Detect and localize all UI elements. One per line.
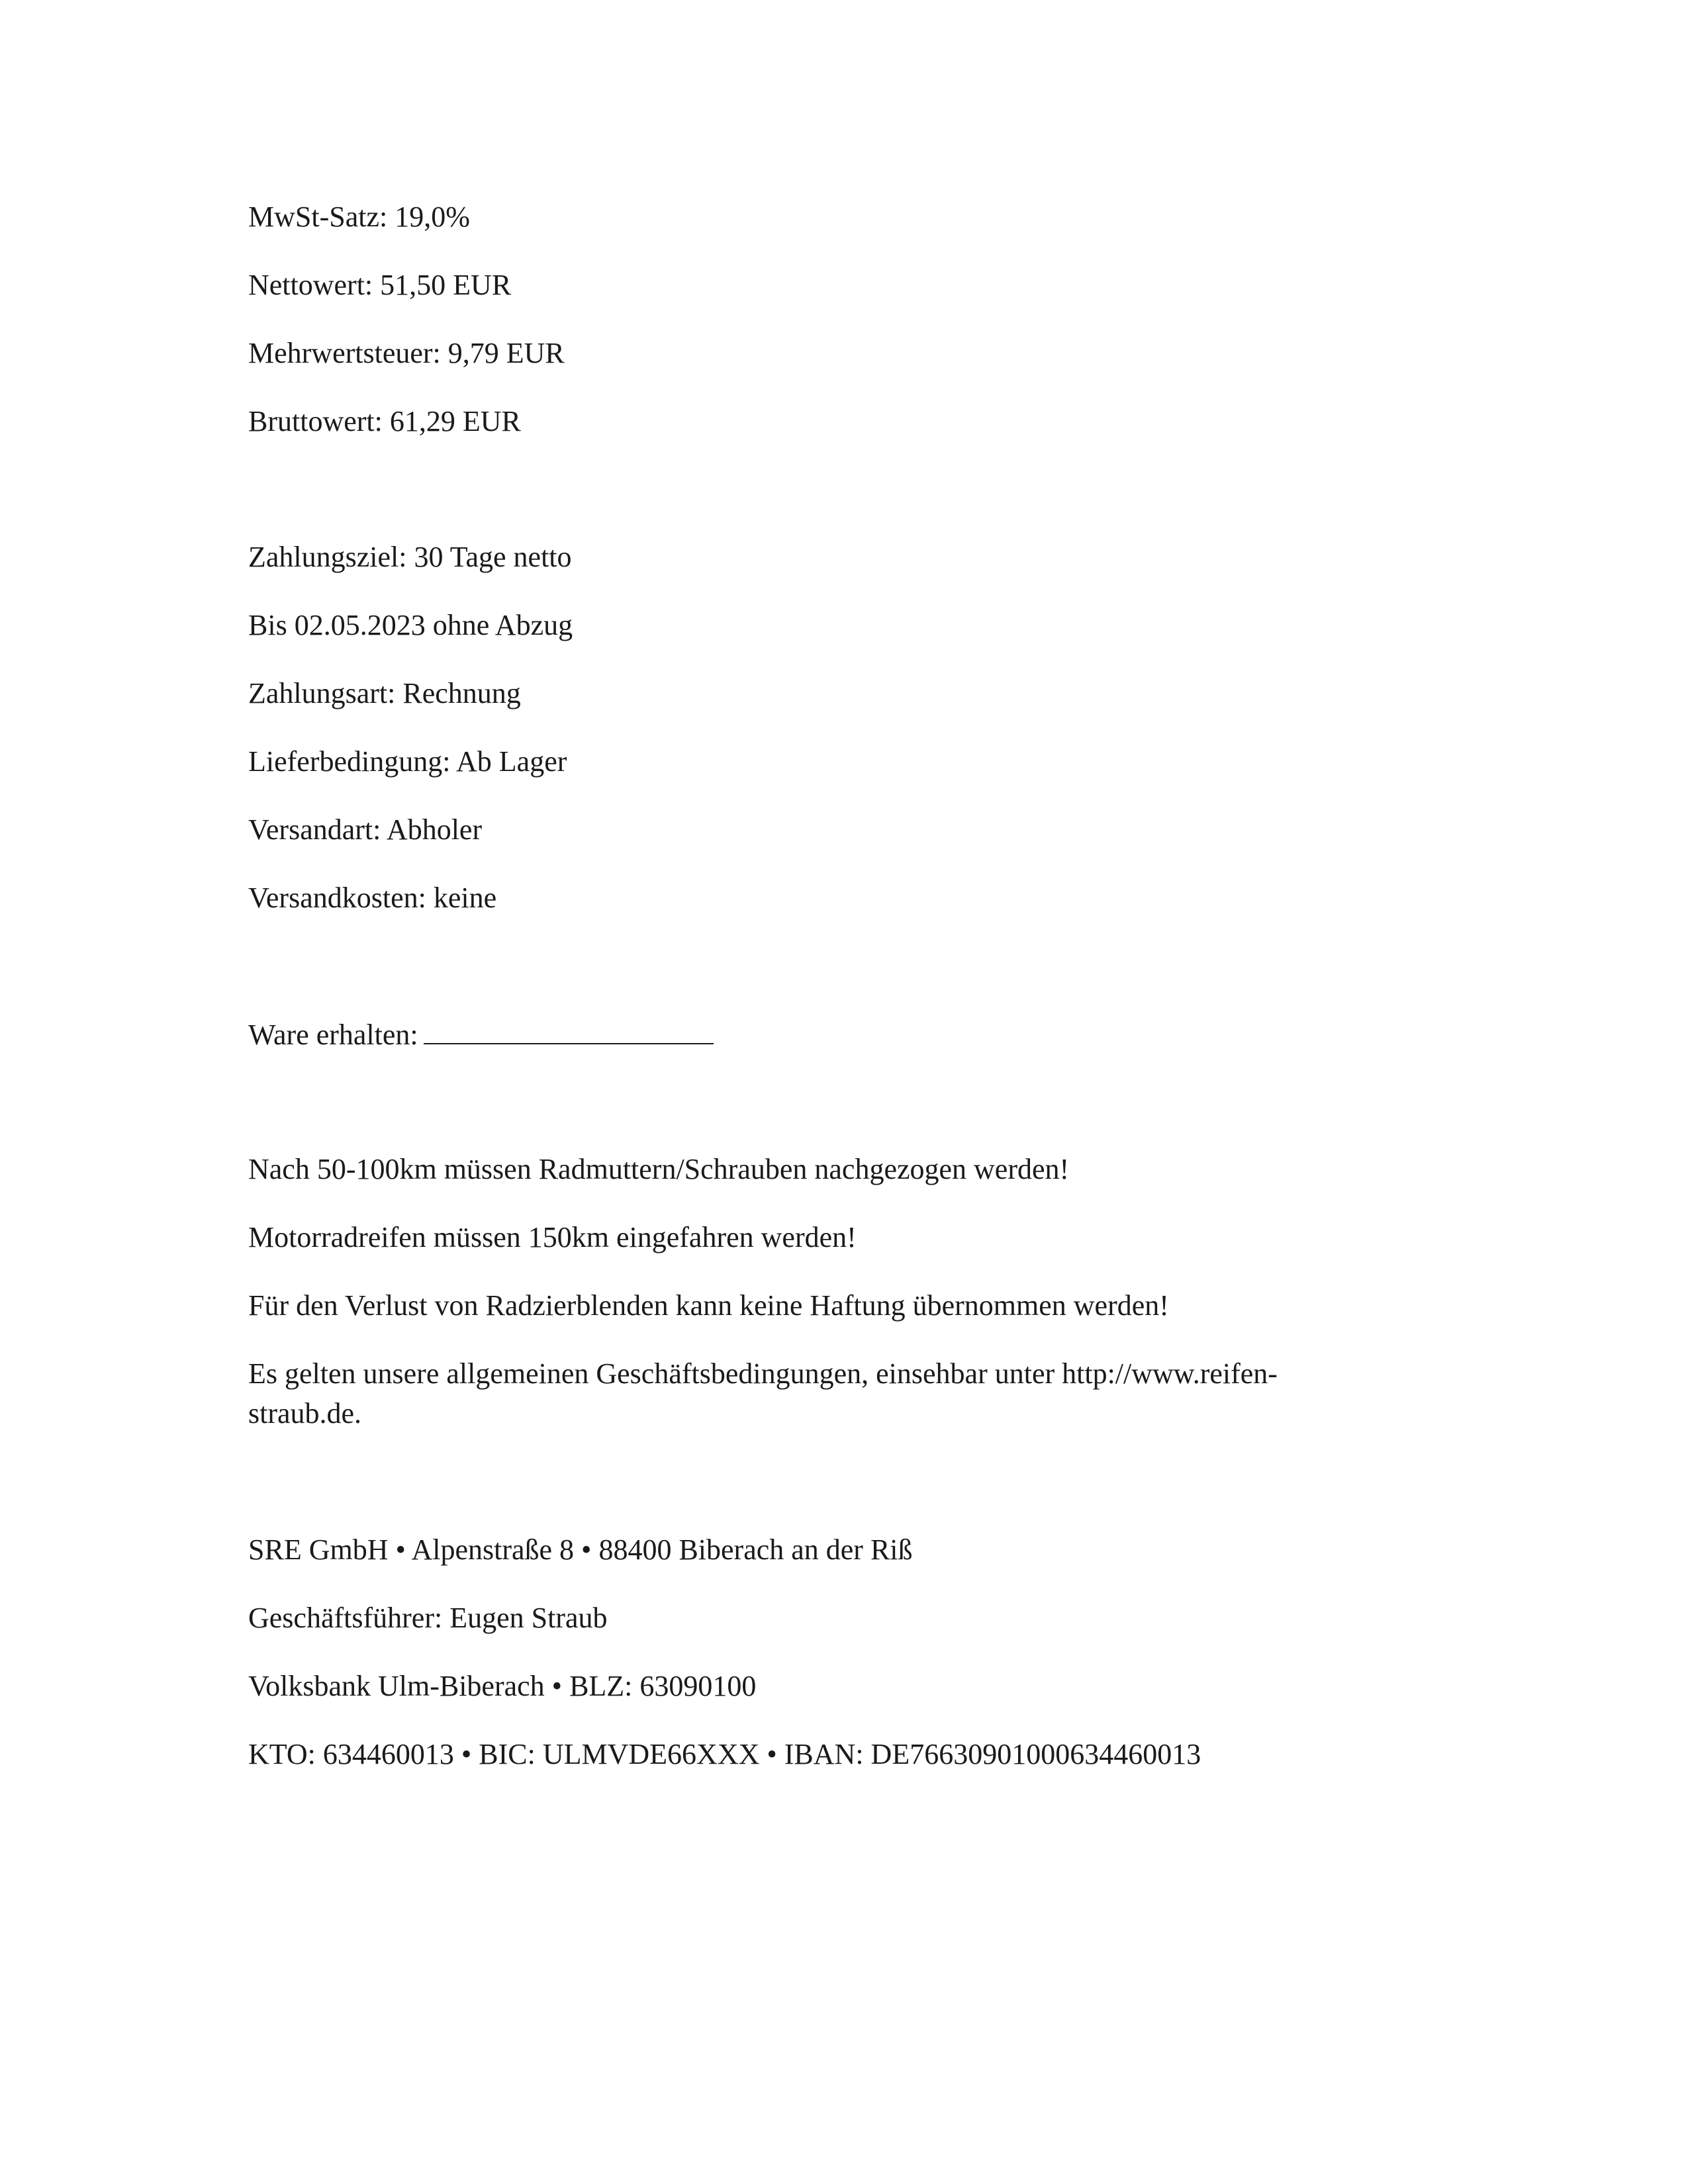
zahlungsart: Zahlungsart: Rechnung [248, 677, 521, 709]
ware-erhalten-label: Ware erhalten: [248, 1019, 418, 1051]
note-radmuttern: Nach 50-100km müssen Radmuttern/Schrauben nachgezogen werden! [248, 1153, 1070, 1185]
zahlungsziel: Zahlungsziel: 30 Tage netto [248, 541, 572, 573]
note-agb-line1: Es gelten unsere allgemeinen Geschäftsbedingungen, einsehbar unter http://www.reifen- [248, 1357, 1278, 1390]
versandart: Versandart: Abholer [248, 813, 483, 846]
zahlung-bis: Bis 02.05.2023 ohne Abzug [248, 609, 573, 641]
note-agb-line2: straub.de. [248, 1397, 362, 1430]
mwst-satz: MwSt-Satz: 19,0% [248, 201, 470, 233]
signature-line[interactable] [424, 1014, 714, 1044]
note-radzierblenden: Für den Verlust von Radzierblenden kann keine Haftung übernommen werden! [248, 1289, 1169, 1322]
footer-geschaeftsfuehrer: Geschäftsführer: Eugen Straub [248, 1602, 608, 1634]
versandkosten: Versandkosten: keine [248, 882, 497, 914]
note-motorradreifen: Motorradreifen müssen 150km eingefahren werden! [248, 1221, 857, 1253]
footer-company: SRE GmbH • Alpenstraße 8 • 88400 Biberach an der Riß [248, 1533, 913, 1566]
footer-bank: Volksbank Ulm-Biberach • BLZ: 63090100 [248, 1670, 757, 1702]
lieferbedingung: Lieferbedingung: Ab Lager [248, 745, 567, 778]
mehrwertsteuer: Mehrwertsteuer: 9,79 EUR [248, 337, 565, 369]
footer-account: KTO: 634460013 • BIC: ULMVDE66XXX • IBAN: DE76630901000634460013 [248, 1738, 1201, 1770]
ware-erhalten-row [248, 1014, 714, 1055]
nettowert: Nettowert: 51,50 EUR [248, 269, 512, 301]
bruttowert: Bruttowert: 61,29 EUR [248, 405, 521, 437]
